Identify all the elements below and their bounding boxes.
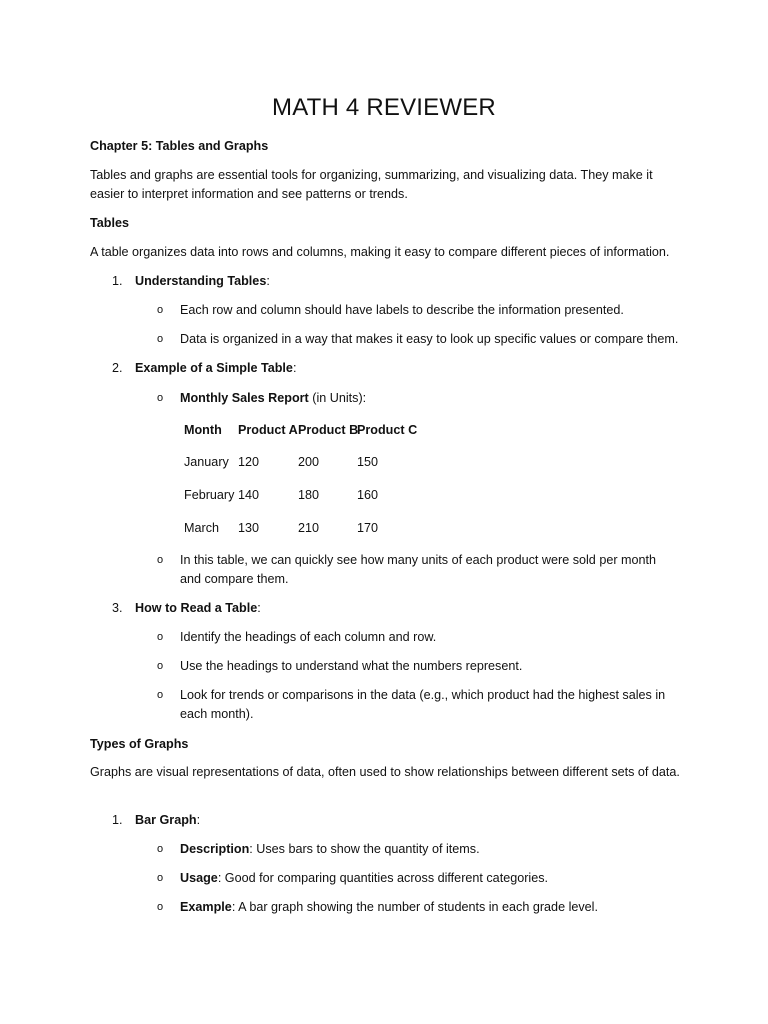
table-cell: March <box>184 521 219 535</box>
chapter-heading: Chapter 5: Tables and Graphs <box>90 139 269 153</box>
bullet-label: Example <box>180 900 232 914</box>
bullet-icon: o <box>157 872 164 884</box>
list-number: 1. <box>112 274 123 288</box>
list-number: 1. <box>112 813 123 827</box>
table-cell: 140 <box>238 488 260 502</box>
table-header-cell: Product C <box>357 423 418 437</box>
bullet-text-example <box>180 898 680 917</box>
bullet-text: Each row and column should have labels to describe the information presented. <box>180 303 624 317</box>
table-cell: 200 <box>298 455 320 469</box>
bullet-text: Data is organized in a way that makes it easy to look up specific values or compare them. <box>180 332 679 346</box>
table-cell: 210 <box>298 521 320 535</box>
table-caption-label: Monthly Sales Report <box>180 391 309 405</box>
bullet-text-description <box>180 840 680 859</box>
list-item-label: Example of a Simple Table <box>135 361 293 375</box>
bullet-label: Description <box>180 842 250 856</box>
list-item-label: Bar Graph <box>135 813 197 827</box>
list-number: 2. <box>112 361 123 375</box>
list-number: 3. <box>112 601 123 615</box>
table-cell: 180 <box>298 488 320 502</box>
bullet-text: Use the headings to understand what the numbers represent. <box>180 659 523 673</box>
bullet-label: Usage <box>180 871 218 885</box>
table-caption-suffix: (in Units): <box>308 391 367 405</box>
table-header-cell: Month <box>184 423 222 437</box>
table-note: In this table, we can quickly see how many units of each product were sold per month and compare them. <box>180 553 657 586</box>
table-cell: 150 <box>357 455 379 469</box>
bullet-body: : A bar graph showing the number of students in each grade level. <box>231 900 598 914</box>
list-item-bar-graph <box>135 811 695 830</box>
table-cell: 170 <box>357 521 379 535</box>
bullet-icon: o <box>157 304 164 316</box>
bullet-icon: o <box>157 392 164 404</box>
list-item-how-to-read <box>135 599 695 618</box>
list-item-label: Understanding Tables <box>135 274 267 288</box>
list-item-suffix: : <box>196 813 201 827</box>
bullet-text: Look for trends or comparisons in the data (e.g., which product had the highest sales in each month). <box>180 688 666 721</box>
list-item-suffix: : <box>266 274 270 288</box>
table-cell: 120 <box>238 455 260 469</box>
list-item-understanding-tables <box>135 272 695 291</box>
bullet-icon: o <box>157 660 164 672</box>
list-item-suffix: : <box>292 361 297 375</box>
table-cell: February <box>184 488 235 502</box>
bullet-text: Identify the headings of each column and row. <box>180 630 437 644</box>
list-item-example-table <box>135 359 695 378</box>
table-header-cell: Product A <box>238 423 298 437</box>
graphs-intro: Graphs are visual representations of data, often used to show relationships between different sets of data. <box>90 765 680 779</box>
bullet-icon: o <box>157 901 164 913</box>
tables-heading: Tables <box>90 216 129 230</box>
table-cell: 130 <box>238 521 260 535</box>
bullet-body: : Good for comparing quantities across different categories. <box>217 871 548 885</box>
document-title: MATH 4 REVIEWER <box>272 94 496 121</box>
table-cell: 160 <box>357 488 379 502</box>
bullet-icon: o <box>157 554 164 566</box>
bullet-text-usage <box>180 869 680 888</box>
table-caption <box>180 389 680 408</box>
table-header-cell: Product B <box>298 423 359 437</box>
tables-intro: A table organizes data into rows and columns, making it easy to compare different pieces of information. <box>90 245 670 259</box>
graphs-heading: Types of Graphs <box>90 737 189 751</box>
intro-paragraph: Tables and graphs are essential tools for organizing, summarizing, and visualizing data. They make it easier to interpret information and see patterns or trends. <box>90 168 653 201</box>
bullet-icon: o <box>157 631 164 643</box>
bullet-icon: o <box>157 333 164 345</box>
table-cell: January <box>184 455 229 469</box>
bullet-body: : Uses bars to show the quantity of items. <box>249 842 480 856</box>
bullet-icon: o <box>157 843 164 855</box>
bullet-icon: o <box>157 689 164 701</box>
list-item-suffix: : <box>257 601 261 615</box>
list-item-label: How to Read a Table <box>135 601 258 615</box>
